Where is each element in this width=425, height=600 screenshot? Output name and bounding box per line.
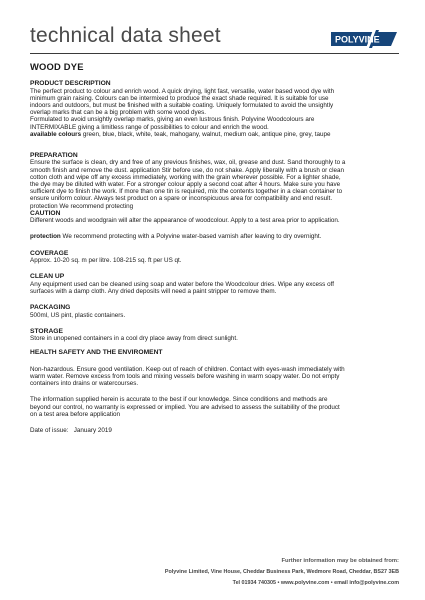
text-line: minimum grain raising. Colours can be intermixed to produce the exact shade required. It is suitable for use <box>30 94 329 102</box>
section-heading: PACKAGING <box>30 304 71 312</box>
protection-note <box>30 233 400 240</box>
section-health-safety <box>30 349 400 387</box>
product-title: WOOD DYE <box>30 61 84 72</box>
text-line: the dye may be diluted with water. For a stronger colour apply a second coat after 4 hours. Make sure you have <box>30 181 341 189</box>
text-line: ensure uniform colour. Always test product on a spare or inconspicuous area for compatibility and end result. <box>30 195 333 203</box>
protection-text: We recommend protecting with a Polyvine water-based varnish after leaving to dry overnight. <box>60 233 322 241</box>
disclaimer <box>30 396 400 418</box>
text-line: 500ml, US pint, plastic containers. <box>30 311 126 319</box>
available-colours <box>30 131 400 138</box>
text-line: Approx. 10-20 sq. m per litre. 108-215 sq. ft per US qt. <box>30 257 182 265</box>
text-line: Non-hazardous. Ensure good ventilation. Keep out of reach of children. Contact with eyes-wash immediately with <box>30 365 345 373</box>
text-line: surfaces with a damp cloth. Any dried deposits will need a paint stripper to remove them. <box>30 287 277 295</box>
polyvine-logo <box>329 29 399 49</box>
section-heading: COVERAGE <box>30 249 69 257</box>
colours-list: green, blue, black, white, teak, mahogany, walnut, medium oak, antique pine, grey, taupe <box>81 130 331 138</box>
text-line: indoors and outdoors, but must be finished with a suitable coating. Uniquely formulated to avoid the unsightly <box>30 102 334 110</box>
logo-text: POLYVINE <box>335 34 380 45</box>
section-preparation <box>30 152 400 210</box>
text-line: warm water. Remove excess from tools and mixing vessels before washing in warm soapy water. Do not empty <box>30 372 340 380</box>
text-line: Formulated to avoid unsightly overlap marks, giving an even lustrous finish. Polyvine Woodcolours are <box>30 116 315 124</box>
colours-label: available colours <box>30 130 82 138</box>
section-coverage <box>30 250 400 265</box>
text-line: overlap marks that can be a big problem with some wood dyes. <box>30 109 207 117</box>
section-packaging <box>30 304 400 319</box>
section-heading: CLEAN UP <box>30 273 65 281</box>
footer-intro: Further information may be obtained from: <box>281 558 399 564</box>
section-heading: CAUTION <box>30 209 61 217</box>
text-line: Ensure the surface is clean, dry and free of any previous finishes, wax, oil, grease and dust. Sand thoroughly to a <box>30 159 346 167</box>
text-line: Store in unopened containers in a cool dry place away from direct sunlight. <box>30 335 238 343</box>
section-storage <box>30 328 400 343</box>
footer-address: Polyvine Limited, Vine House, Cheddar Business Park, Wedmore Road, Cheddar, BS27 3EB <box>164 569 399 575</box>
page-footer <box>165 556 399 589</box>
text-line: Different woods and woodgrain will alter the appearance of woodcolour. Apply to a test area prior to application. <box>30 217 340 225</box>
page-header-title: technical data sheet <box>30 24 221 47</box>
footer-contact: Tel 01934 740305 • www.polyvine.com • email info@polyvine.com <box>232 580 399 586</box>
section-product-description <box>30 80 400 138</box>
section-heading: STORAGE <box>30 327 63 335</box>
section-clean-up <box>30 273 400 295</box>
section-heading: HEALTH SAFETY AND THE ENVIROMENT <box>30 349 163 357</box>
section-heading: PREPARATION <box>30 152 78 160</box>
text-line: INTERMIXABLE giving a limitless range of possibilities to colour and enrich the wood. <box>30 123 269 131</box>
text-line: Any equipment used can be cleaned using soap and water before the Woodcolour dries. Wipe any excess off <box>30 280 334 288</box>
text-line: The perfect product to colour and enrich wood. A quick drying, light fast, versatile, water based wood dye with <box>30 87 335 95</box>
text-line: on a test area before application <box>30 410 120 418</box>
text-line: protection We recommend protecting <box>30 202 134 210</box>
document-body <box>30 63 400 434</box>
text-line: sufficient dye to finish the work. If more than one tin is required, mix the contents together in a clean container to <box>30 188 343 196</box>
protection-label: protection <box>30 233 61 241</box>
text-line: cotton cloth and wipe off any excess immediately, working with the grain wherever possible. For a lighter shade, <box>30 173 341 181</box>
section-heading: PRODUCT DESCRIPTION <box>30 80 111 88</box>
text-line: containers into drains or watercourses. <box>30 380 139 388</box>
date-of-issue: Date of issue: January 2019 <box>30 426 112 434</box>
section-caution <box>30 210 400 225</box>
text-line: The information supplied herein is accurate to the best if our knowledge. Since conditions and methods are <box>30 396 328 404</box>
text-line: smooth finish and remove the dust. application Stir before use, do not shake. Apply liberally with a brush or clean <box>30 166 344 174</box>
text-line: beyond our control, no warranty is expressed or implied. You are advised to assess the suitability of the product <box>30 403 340 411</box>
header-divider <box>30 53 399 54</box>
